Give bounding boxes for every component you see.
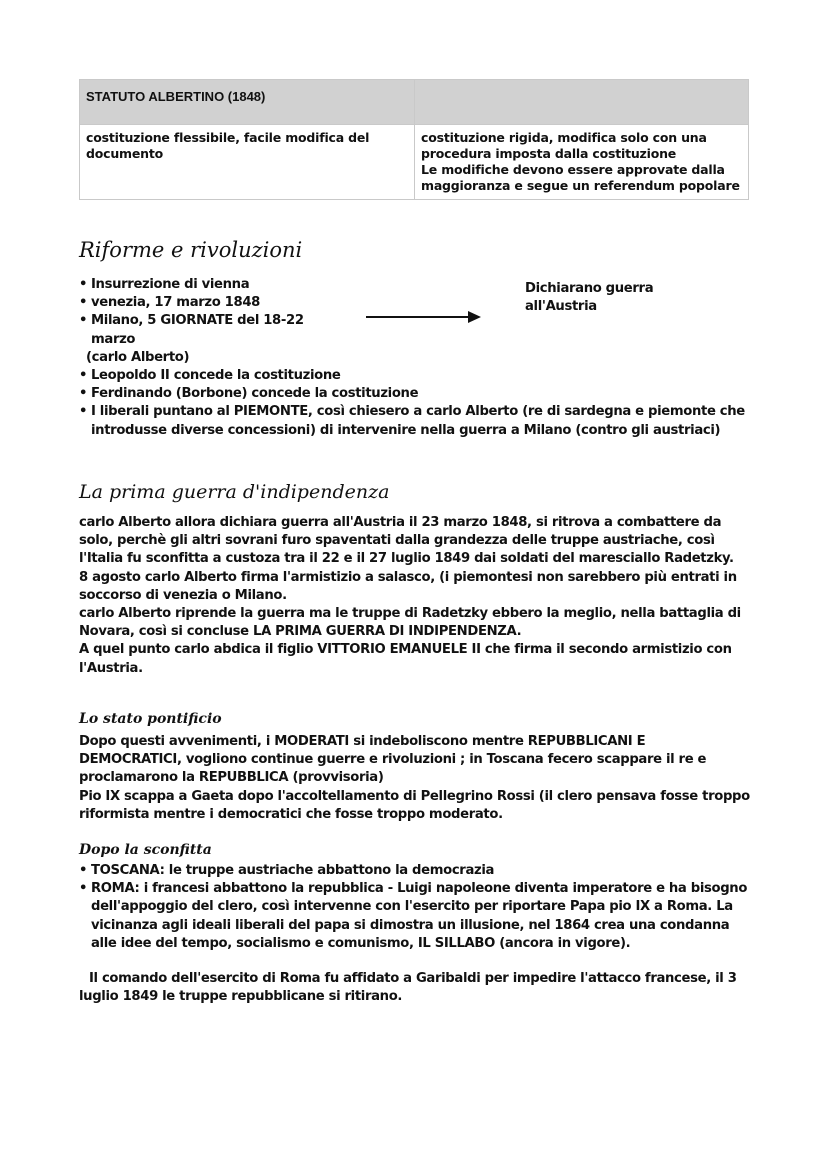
table-header-left: STATUTO ALBERTINO (1848) xyxy=(80,80,415,125)
section-title-riforme: Riforme e rivoluzioni xyxy=(79,238,303,262)
section-title-dopo-sconfitta: Dopo la sconfitta xyxy=(79,842,212,858)
list-item: • Ferdinando (Borbone) concede la costituzione xyxy=(79,385,751,403)
dopo-sconfitta-list xyxy=(79,862,751,953)
riforme-list-a xyxy=(79,276,319,349)
paragraph: carlo Alberto allora dichiara guerra all'Austria il 23 marzo 1848, si ritrova a combattere da solo, perchè gli altri sovrani furo spaventati dalla grandezza delle truppe austriache, così l'Italia fu sconfitta a custoza tra il 22 e il 27 luglio 1849 dai soldati del maresciallo Radetzky. xyxy=(79,515,734,567)
table-cell-right-line: procedura imposta dalla costituzione xyxy=(421,146,677,161)
paragraph: Pio IX scappa a Gaeta dopo l'accoltellamento di Pellegrino Rossi (il clero pensava fosse troppo riformista mentre i democratici che fosse troppo moderato. xyxy=(79,788,750,822)
closing-paragraph: Il comando dell'esercito di Roma fu affidato a Garibaldi per impedire l'attacco francese, il 3 luglio 1849 le truppe repubblicane si ritirano. xyxy=(79,971,737,1005)
paragraph: A quel punto carlo abdica il figlio VITTORIO EMANUELE II che firma il secondo armistizio con l'Austria. xyxy=(79,642,732,676)
table-header-row xyxy=(80,80,749,125)
statuto-table xyxy=(79,79,749,200)
arrow-right-icon xyxy=(366,309,482,325)
paragraph: carlo Alberto riprende la guerra ma le truppe di Radetzky ebbero la meglio, nella battaglia di Novara, così si concluse LA PRIMA GUERRA DI INDIPENDENZA. xyxy=(79,606,741,640)
list-item: • venezia, 17 marzo 1848 xyxy=(79,294,319,312)
table-cell-left: costituzione flessibile, facile modifica del documento xyxy=(80,125,415,200)
list-item: • ROMA: i francesi abbattono la repubblica - Luigi napoleone diventa imperatore e ha bisogno dell'appoggio del clero, così intervenne con l'esercito per riportare Papa pio IX a Roma. La vicinanza agli ideali liberali del papa si dimostra un illusione, nel 1864 crea una condanna alle idee del tempo, socialismo e comunismo, IL SILLABO (ancora in vigore). xyxy=(79,880,751,953)
table-row xyxy=(80,125,749,200)
table-cell-right-line: Le modifiche devono essere approvate dalla xyxy=(421,162,725,177)
table-cell-right-line: costituzione rigida, modifica solo con una xyxy=(421,130,707,145)
list-item: • Leopoldo II concede la costituzione xyxy=(79,367,751,385)
paragraph: 8 agosto carlo Alberto firma l'armistizio a salasco, (i piemontesi non sarebbero più entrati in soccorso di venezia o Milano. xyxy=(79,569,737,603)
table-cell-right-line: maggioranza e segue un referendum popolare xyxy=(421,178,740,193)
section-title-prima-guerra: La prima guerra d'indipendenza xyxy=(79,481,390,503)
riforme-list-b xyxy=(79,367,751,440)
table-header-right xyxy=(415,80,749,125)
list-item: • Insurrezione di vienna xyxy=(79,276,319,294)
paragraph: Dopo questi avvenimenti, i MODERATI si indeboliscono mentre REPUBBLICANI E DEMOCRATICI, vogliono continue guerre e rivoluzioni ; in Toscana fecero scappare il re e proclamarono la REPUBBLICA (provvisoria) xyxy=(79,734,707,786)
list-item: • TOSCANA: le truppe austriache abbattono la democrazia xyxy=(79,862,751,880)
section-title-stato-pontificio: Lo stato pontificio xyxy=(79,711,222,727)
list-item: • Milano, 5 GIORNATE del 18-22 marzo xyxy=(79,312,319,348)
prima-guerra-text xyxy=(79,514,751,678)
list-item: • I liberali puntano al PIEMONTE, così chiesero a carlo Alberto (re di sardegna e piemonte che introdusse diverse concessioni) di intervenire nella guerra a Milano (contro gli austriaci) xyxy=(79,403,751,439)
stato-pontificio-text xyxy=(79,733,751,824)
arrow-label: Dichiarano guerra all'Austria xyxy=(525,281,654,315)
milano-note: (carlo Alberto) xyxy=(86,350,190,365)
table-cell-right xyxy=(415,125,749,200)
